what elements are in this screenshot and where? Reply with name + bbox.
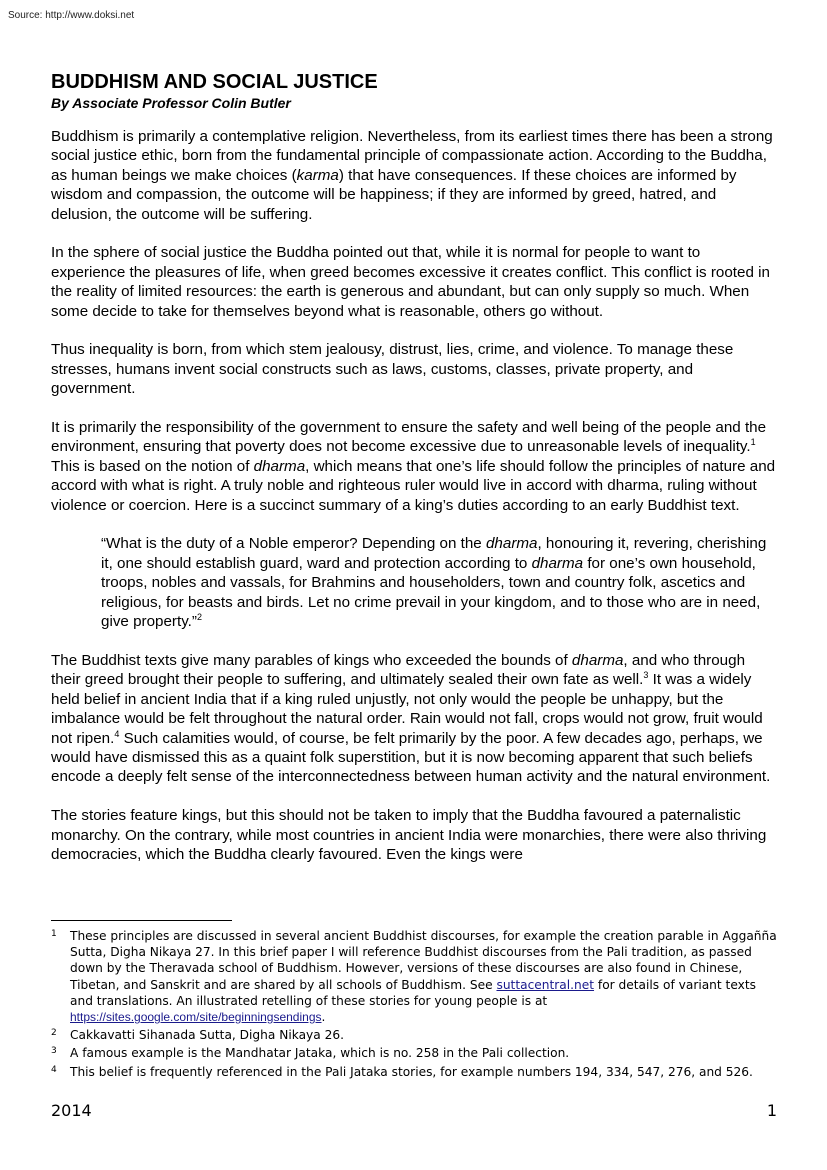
footnote-1 [51, 928, 777, 1025]
text-run: , and who through their greed brought their people to suffering, and ultimately sealed their own fate as well. [51, 651, 746, 689]
footnote-ref[interactable]: 3 [643, 670, 649, 681]
footnote-4 [51, 1064, 777, 1080]
footnote-text [70, 928, 777, 1025]
text-run: , which means that one’s life should follow the principles of nature and accord with what is right. A truly noble and righteous ruler would live in accord with dharma, ruling without violence or coercion. Here is a succinct summary of a king’s duties according to an early Buddhist text. [51, 457, 776, 514]
footnote-text: This belief is frequently referenced in the Pali Jataka stories, for example numbers 194, 334, 547, 276, and 526. [70, 1064, 753, 1079]
footnote-2 [51, 1027, 777, 1043]
footnote-divider [51, 920, 232, 921]
text-run: ) that have consequences. If these choices are informed by wisdom and compassion, the outcome will be happiness; if they are informed by greed, hatred, and delusion, the outcome will be suffering. [51, 166, 737, 223]
text-run: The Buddhist texts give many parables of kings who exceeded the bounds of [51, 651, 572, 669]
text-run: for one’s own household, troops, nobles and vassals, for Brahmins and householders, town and country folk, ascetics and religious, for beasts and birds. Let no crime prevail in your kingdom, and to those who are in need, give property.” [101, 554, 761, 631]
beginnings-endings-link[interactable]: https://sites.google.com/site/beginningsendings [70, 1010, 322, 1025]
footnote-3 [51, 1045, 777, 1061]
paragraph-6: The stories feature kings, but this should not be taken to imply that the Buddha favoured a paternalistic monarchy. On the contrary, while most countries in ancient India were monarchies, there were also thriving democracies, which the Buddha clearly favoured. Even the kings were [51, 807, 767, 863]
page-number: 1 [766, 1101, 777, 1120]
paragraph-3: Thus inequality is born, from which stem jealousy, distrust, lies, crime, and violence. To manage these stresses, humans invent social constructs such as laws, customs, classes, private property, and government. [51, 341, 734, 398]
footnote-text: A famous example is the Mandhatar Jataka, which is no. 258 in the Pali collection. [70, 1046, 570, 1061]
footnote-number: 4 [51, 1064, 57, 1075]
emphasis: dharma [485, 535, 538, 553]
paragraph-1 [51, 127, 777, 224]
emphasis: dharma [253, 457, 306, 475]
block-quote [101, 534, 777, 631]
footnote-number: 1 [51, 929, 57, 939]
footnote-text: Cakkavatti Sihanada Sutta, Digha Nikaya 26. [70, 1028, 344, 1043]
text-run: This is based on the notion of [51, 457, 254, 475]
emphasis: dharma [531, 554, 584, 572]
document-body [51, 70, 777, 884]
text-run: It was a widely held belief in ancient India that if a king ruled unjustly, not only would the people be unhappy, but the imbalance would be felt throughout the natural order. Rain would not fall, crops would not grow, fruit would not ripen. [51, 671, 763, 747]
text-run: Buddhism is primarily a contemplative religion. Nevertheless, from its earliest times there has been a strong social justice ethic, born from the fundamental principle of compassionate action. According to the Buddha, as human beings we make choices ( [51, 128, 773, 184]
footnote-ref[interactable]: 4 [114, 728, 120, 739]
text-run: “What is the duty of a Noble emperor? Depending on the [101, 535, 486, 553]
document-title: BUDDHISM AND SOCIAL JUSTICE [51, 71, 378, 93]
paragraph-4 [51, 418, 777, 515]
text-run: . [321, 1010, 326, 1025]
text-run: Such calamities would, of course, be felt primarily by the poor. A few decades ago, perhaps, we would have dismissed this as a quaint folk superstition, but it is now becoming apparent that such beliefs encode a deeply felt sense of the interconnectedness between human activity and the natural environment. [51, 729, 771, 786]
footnotes [51, 928, 777, 1082]
footnote-number: 2 [51, 1028, 57, 1039]
footer-year: 2014 [51, 1101, 92, 1120]
emphasis: dharma [571, 651, 624, 669]
source-label: Source: http://www.doksi.net [8, 10, 135, 21]
footnote-ref[interactable]: 2 [196, 612, 202, 623]
paragraph-2: In the sphere of social justice the Buddha pointed out that, while it is normal for people to want to experience the pleasures of life, when greed becomes excessive it creates conflict. This conflict is rooted in the reality of limited resources: the earth is generous and abundant, but can only supply so much. When some decide to take for themselves beyond what is reasonable, others go without. [51, 244, 770, 320]
text-run: , honouring it, revering, cherishing it, one should establish guard, ward and protection according to [101, 535, 767, 572]
text-run: for details of variant texts and translations. An illustrated retelling of these stories for young people is at [70, 977, 756, 1008]
text-run: It is primarily the responsibility of the government to ensure the safety and well being of the people and the environment, ensuring that poverty does not become excessive due to unreasonable levels of inequality. [51, 419, 767, 456]
paragraph-5 [51, 651, 777, 787]
author-byline: By Associate Professor Colin Butler [51, 95, 291, 111]
suttacentral-link[interactable]: suttacentral.net [496, 977, 595, 992]
text-run: These principles are discussed in several ancient Buddhist discourses, for example the creation parable in Aggañña Sutta, Digha Nikaya 27. In this brief paper I will reference Buddhist discourses from the Pali tradition, as passed down by the Theravada school of Buddhism. However, versions of these discourses are also found in Chinese, Tibetan, and Sanskrit and are shared by all schools of Buddhism. See [70, 929, 777, 992]
footnote-ref[interactable]: 1 [750, 437, 756, 448]
emphasis: karma [296, 166, 339, 184]
footnote-number: 3 [51, 1046, 57, 1057]
